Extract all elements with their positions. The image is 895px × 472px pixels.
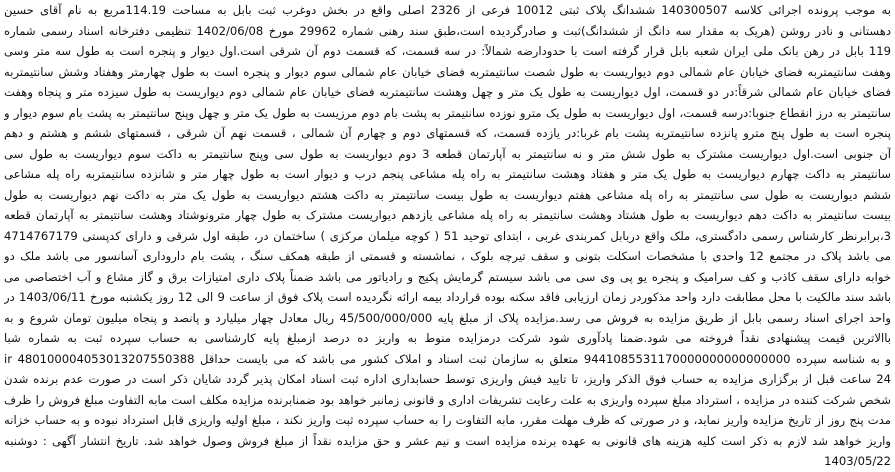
notice-line-9: سانتیمتر به داکت چهارم دیواریست به طول یک متر و هفتاد وهشت سانتیمتر به راه پله مشاعی پنجم درب و دیوار است به طول چهار متر و شانزده سانتیمتربه راه پله مشاعی	[4, 167, 891, 181]
notice-line-18: ir 480100004053013207550388 و به شناسه سپرده 9441085531170000000000000000 متعلق به سازمان ثبت اسناد و املاک کشور می باشد که می بایست حداقل	[4, 351, 891, 366]
notice-line-7: پنجره است به طول پنج مترو پانزده سانتیمتربه پشت بام غربا:در یازده قسمت، که قسمتهای دوم و چهارم آن شمالی ، قسمت نهم آن شرقی ، قسمتهای ششم و هشتم و دهم	[4, 126, 891, 140]
notice-line-12: 3،برابرنظر کارشناس رسمی دادگستری، ملک واقع دربابل کمربندی غربی ، ابتدای توحید 51 ( کوچه میلمان مرکزی ) ساختمان در، طبقه اول شرقی و دارای کدپستی 4714767179	[4, 228, 891, 243]
notice-line-1: به موجب پرونده اجرائی کلاسه 140300507 ششدانگ پلاک ثبتی 10012 فرعی از 2326 اصلی واقع در بخش دوغرب ثبت بابل به مساحت 114.19مربع به نام آقای حسین	[4, 3, 891, 17]
notice-line-19: 24 ساعت قبل از برگزاری مزایده به حساب فوق الذکر واریز، تا تایید فیش واریزی توسط حسابداری اداره ثبت اسناد امکان پذیر گردد شایان ذکر است در صورت عدم برنده شدن	[4, 372, 891, 386]
notice-line-8: آن جنوبی است.اول دیواریست مشترک به طول شش متر و نه سانتیمتر به آپارتمان قطعه 3 دوم دیواریست به طول سی وپنج سانتیمتر به داکت سوم دیواریست به طول سی	[4, 146, 891, 161]
notice-line-10: ششم دیواریست به طول سی سانتیمتر به راه پله مشاعی هفتم دیواریست به طول بیست سانتیمتر به داکت هشتم دیواریست به طول یک متر به داکت نهم دیواریست به طول	[4, 187, 891, 202]
notice-line-5: فضای خیابان عام شمالی شرقاً:در دو قسمت، اول دیواریست به طول یک متر و چهل وهشت سانتیمتربه فضای خیابان عام شمالی دوم دیواریست به طول سیزده متر و پنجاه وهفت	[4, 85, 891, 99]
notice-line-14: خوابه دارای سقف کاذب و کف سرامیک و پنجره یو پی وی سی می باشد سیستم گرمایش پکیج و رادیاتور می باشد ضمناً پلاک داری امتیازات برق و گاز مشاع و آب اختصاصی می	[4, 269, 891, 284]
notice-line-17: باالاترین قیمت پیشنهادی نقداً فروخته می شود.ضمنا پادآوری شود شرکت درمزایده منوط به واریز ده درصد ازمبلغ پایه کارشناسی به حساب سپرده ثبت به شماره شبا	[4, 331, 891, 345]
notice-line-15: باشد سند مالکیت با محل مطابقت دارد واحد مذکوردر زمان ارزیابی فاقد سکنه بوده قرارداد بیمه ارائه نگردیده است پلاک فوق از ساعت 9 الی 12 روز یکشنبه مورخ 1403/06/11 در	[4, 290, 891, 304]
notice-line-6: سانتیمتر به درز انقطاع جنوبا:درسه قسمت، اول دیواریست به طول یک مترو نوزده سانتیمتر به پشت بام دوم مرزیست به طول یک متر و چهل وپنج سانتیمتر به پشت بام سوم دیوار و	[4, 105, 891, 120]
notice-line-3: 119 بابل در رهن بانک ملی ایران شعبه بابل قرار گرفته است با حدودارضه شمالاً: در سه قسمت، که قسمت دوم آن شرقی است.اول دیوار و پنجره است به طول سه متر وسی	[4, 44, 891, 58]
notice-line-2: دهستانی و نادر روشن (هریک به مقدار سه دانگ از ششدانگ)ثبت و صادرگردیده است،طبق سند رهنی شماره 29962 مورخ 1402/06/08 تنظیمی دفترخانه اسناد رسمی شماره	[4, 23, 891, 38]
notice-line-22: واریز خواهد شد لازم به ذکر است کلیه هزینه های قانونی به عهده برنده مزایده است و نیم عشر و حق مزایده نقداً از مبلغ فروش وصول خواهد شد. تاریخ انتشار آگهی : دوشنبه	[4, 433, 891, 448]
notice-line-4: وهفت سانتیمتربه فضای خیابان عام شمالی دوم دیواریست به طول شصت سانتیمتربه فضای خیابان عام شمالی سوم دیوار و پنجره است به طول چهارمتر وهفتاد وشش سانتیمتربه	[4, 64, 891, 79]
notice-line-21: مدت پنج روز از تاریخ مزایده واریز نماید، و در صورتی که ظرف مهلت مقرر، مابه التفاوت را به حساب سپرده ثبت واریز نکند ، مبلغ اولیه واریزی قابل استرداد نبوده و به حساب خزانه	[4, 413, 891, 427]
notice-line-20: شخص شرکت کننده در مزایده ، استرداد مبلغ سپرده واریزی به علت رعایت تشریفات اداری و قانونی زمانبر خواهد بود ضمنابرنده مزایده مکلف است مابه التفاوت مبلغ فروش را ظرف	[4, 392, 891, 407]
notice-line-11: بیست سانتیمتر به داکت دهم دیواریست به طول هشتاد وهشت سانتیمتر به راه پله مشاعی یازدهم دیواریست مشترک به طول چهار مترونوشتاد وهشت سانتیمتر به آپارتمان قطعه	[4, 208, 891, 222]
publication-date: 1403/05/22	[824, 454, 891, 468]
notice-line-13: می باشد پلاک در مجتمع 12 واحدی با مشخصات اسکلت بتونی و سقف تیرچه بلوک ، نماشسته و قسمتی از طبقه همکف سنگ ، پشت بام داروداری آسانسور می باشد ملک دو	[4, 249, 891, 263]
notice-line-16: واحد اجرای اسناد رسمی بابل از طریق مزایده به فروش می رسد.مزایده پلاک از مبلغ پایه 45/500/000/000 ریال معادل چهار میلیارد و پانصد و پنجاه میلیون تومان شروع و به	[4, 310, 891, 325]
